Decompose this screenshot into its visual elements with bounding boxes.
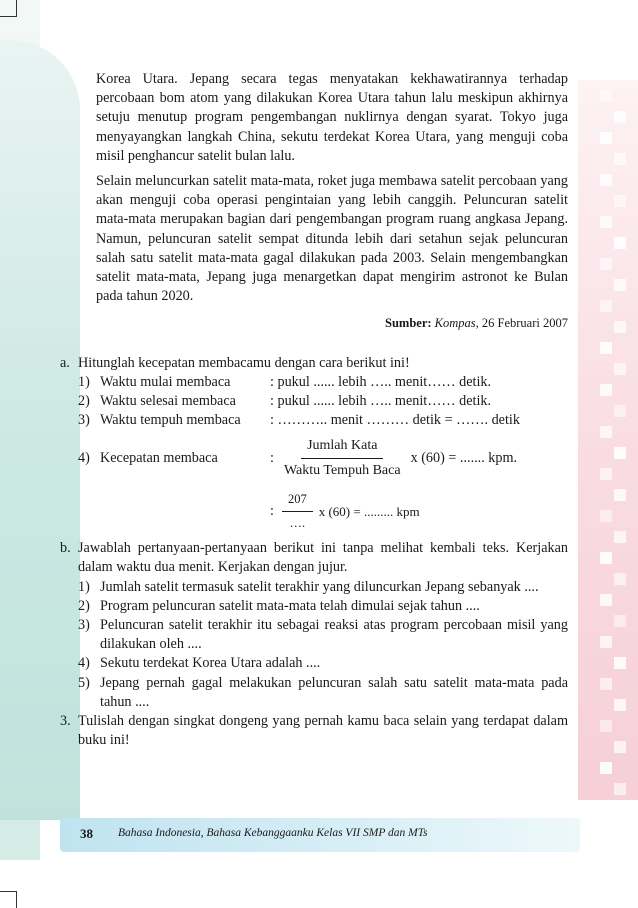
decor-square — [614, 153, 626, 165]
reading-speed-example: : $\frac{207}{\dots.}$ x (60) = ......... kpm — [270, 490, 568, 533]
decor-square — [614, 783, 626, 795]
page-number: 38 — [80, 826, 93, 841]
question-b-item-5: 5) Jepang pernah gagal melakukan peluncuran salah satu satelit mata-mata pada tahun .... — [78, 674, 568, 710]
decor-square — [614, 615, 626, 627]
source-publication: Kompas, — [434, 316, 479, 331]
example-fraction: $\frac{207}{\dots.}$ — [282, 490, 313, 533]
decor-square — [600, 174, 612, 186]
decor-square — [614, 111, 626, 123]
decor-square — [614, 321, 626, 333]
reading-speed-formula: 4) Kecepatan membaca : $\frac{\text{Jumlah Kata}}{\text{Waktu Tempuh Baca}}$ x (60) = ....... kpm. — [78, 436, 568, 479]
decor-square — [600, 216, 612, 228]
time-row-duration: 3) Waktu tempuh membaca : ……….. menit ……… detik = ……. detik — [78, 412, 520, 429]
question-a-intro: Hitunglah kecepatan membacamu dengan cara berikut ini! — [78, 354, 410, 371]
decor-square — [614, 195, 626, 207]
decor-square — [600, 762, 612, 774]
decor-square — [600, 300, 612, 312]
decor-square — [614, 531, 626, 543]
source-citation — [78, 314, 568, 333]
question-3-label: 3. — [60, 713, 71, 730]
decor-square — [600, 594, 612, 606]
decor-square — [614, 657, 626, 669]
speed-fraction: $\frac{\text{Jumlah Kata}}{\text{Waktu Tempuh Baca}}$ — [283, 438, 401, 478]
question-b-item-4: 4) Sekutu terdekat Korea Utara adalah .... — [78, 655, 321, 672]
decor-square — [600, 132, 612, 144]
decor-square — [614, 237, 626, 249]
page-content — [60, 70, 568, 751]
decor-square — [614, 447, 626, 459]
decor-square — [600, 552, 612, 564]
decor-square — [614, 699, 626, 711]
decor-square — [600, 636, 612, 648]
decor-square — [600, 468, 612, 480]
paragraph-2: Selain meluncurkan satelit mata-mata, roket juga membawa satelit percobaan yang akan menguji coba operasi pengintaian yang lebih canggih. Peluncuran satelit mata-mata merupakan bagian dari pengembangan program ruang angkasa Jepang. Namun, peluncuran satelit sempat ditunda lebih dari setahun sejak peluncuran salah satu satelit mata-mata gagal dilakukan pada 2003. Selain mengembangkan satelit mata-mata, Jepang juga menargetkan dapat mengirim astronot ke Bulan pada tahun 2020. — [96, 173, 568, 305]
crop-mark-top — [0, 0, 17, 17]
decor-square — [600, 384, 612, 396]
paragraph-1: Korea Utara. Jepang secara tegas menyatakan kekhawatirannya terhadap percobaan bom atom yang dilakukan Korea Utara tahun lalu meskipun akhirnya setuju menutup program pengembangan nuklirnya dengan syarat. Tokyo juga menyayangkan langkah China, sekutu terdekat Korea Utara, yang menguji coba misil penghancur satelit bulan lalu. — [96, 71, 568, 164]
decor-square — [600, 678, 612, 690]
question-a — [60, 354, 568, 534]
decor-square — [614, 405, 626, 417]
question-b-label: b. — [60, 540, 71, 557]
crop-mark-bottom — [0, 891, 17, 908]
right-decor-band — [578, 80, 638, 800]
question-b-intro: Jawablah pertanyaan-pertanyaan berikut ini tanpa melihat kembali teks. Kerjakan dalam waktu dua menit. Kerjakan dengan jujur. — [78, 540, 568, 576]
decor-square — [614, 489, 626, 501]
decor-square — [614, 573, 626, 585]
decor-square — [600, 426, 612, 438]
time-row-start: 1) Waktu mulai membaca : pukul ...... lebih ….. menit…… detik. — [78, 373, 492, 390]
decor-square — [614, 741, 626, 753]
decor-square — [600, 720, 612, 732]
decor-square — [600, 510, 612, 522]
question-b-item-2: 2) Program peluncuran satelit mata-mata telah dimulai sejak tahun .... — [78, 597, 480, 614]
decor-square — [614, 363, 626, 375]
time-row-end: 2) Waktu selesai membaca : pukul ...... lebih ….. menit…… detik. — [78, 393, 492, 410]
question-b — [60, 539, 568, 712]
book-title: Bahasa Indonesia, Bahasa Kebanggaanku Kelas VII SMP dan MTs — [118, 827, 428, 839]
question-3-text: Tulislah dengan singkat dongeng yang pernah kamu baca selain yang terdapat dalam buku ini! — [78, 713, 568, 749]
question-b-item-1: 1) Jumlah satelit termasuk satelit terakhir yang diluncurkan Jepang sebanyak .... — [78, 578, 539, 595]
left-decor-band — [0, 40, 80, 820]
source-date: 26 Februari 2007 — [481, 316, 568, 331]
source-label: Sumber: — [385, 316, 432, 331]
decor-square — [600, 342, 612, 354]
decor-square — [600, 90, 612, 102]
question-3 — [60, 712, 568, 750]
question-a-label: a. — [60, 354, 70, 371]
decor-square — [600, 258, 612, 270]
question-b-item-3: 3) Peluncuran satelit terakhir itu sebagai reaksi atas program percobaan misil yang dilakukan oleh .... — [78, 617, 568, 653]
decor-square — [614, 279, 626, 291]
